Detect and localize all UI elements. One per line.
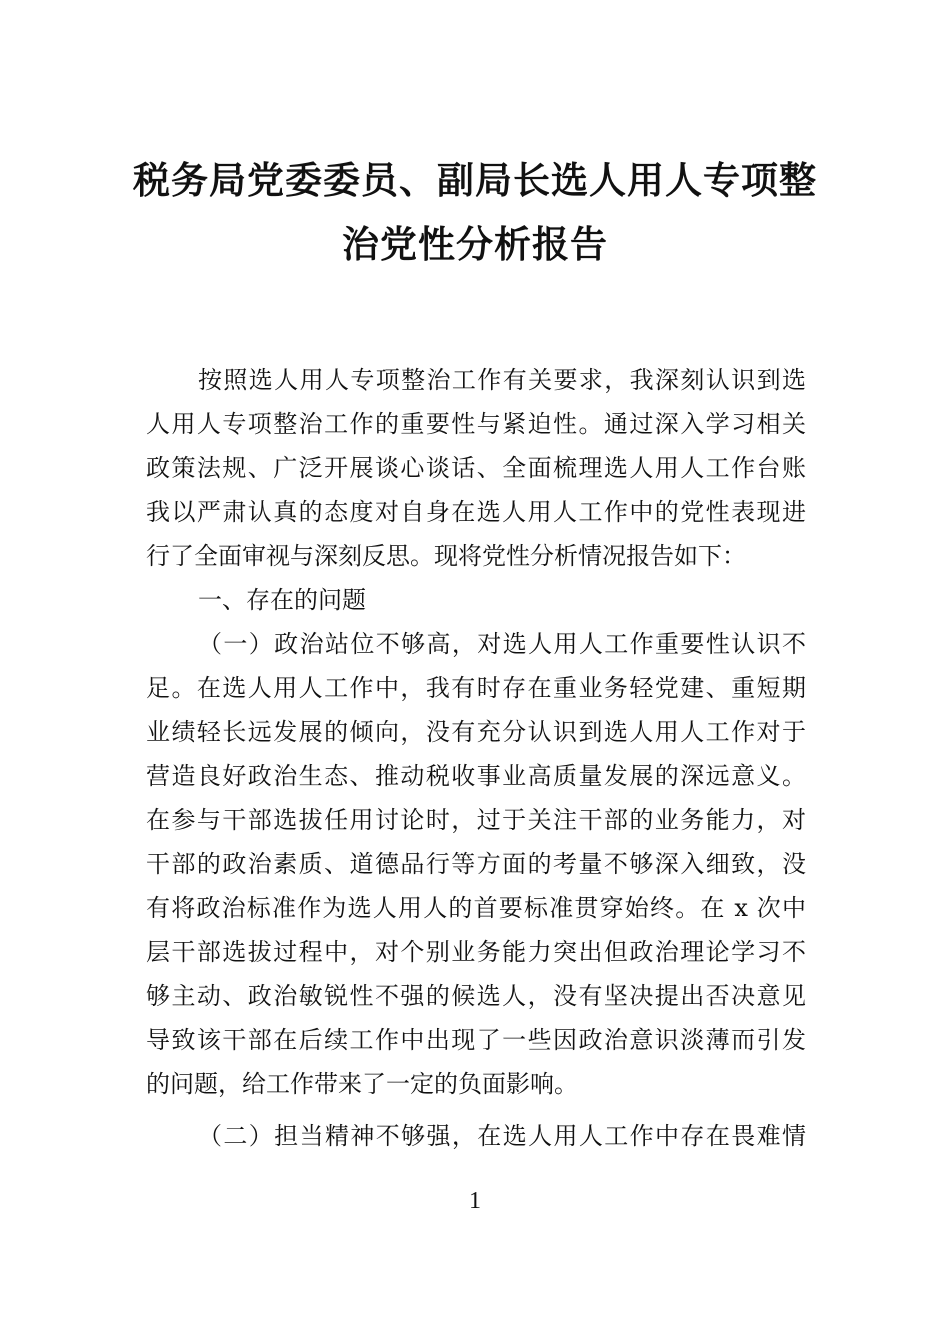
paragraph-line: 有将政治标准作为选人用人的首要标准贯穿始终。在 x 次中 [146, 894, 806, 922]
paragraph-line: 营造良好政治生态、推动税收事业高质量发展的深远意义。 [146, 762, 806, 790]
paragraph-line: 业绩轻长远发展的倾向，没有充分认识到选人用人工作对于 [146, 718, 806, 746]
paragraph-line: 的问题，给工作带来了一定的负面影响。 [146, 1070, 578, 1098]
intro-paragraph [146, 358, 806, 578]
section-heading: 一、存在的问题 [198, 586, 366, 614]
subsection-2-paragraph [146, 1114, 806, 1158]
paragraph-line: （二）担当精神不够强，在选人用人工作中存在畏难情 [198, 1122, 806, 1150]
paragraph-line: （一）政治站位不够高，对选人用人工作重要性认识不 [198, 630, 806, 658]
paragraph-line: 在参与干部选拔任用讨论时，过于关注干部的业务能力，对 [146, 806, 806, 834]
paragraph-line: 干部的政治素质、道德品行等方面的考量不够深入细致，没 [146, 850, 806, 878]
subsection-1-paragraph [146, 622, 806, 1106]
paragraph-line: 按照选人用人专项整治工作有关要求，我深刻认识到选 [198, 366, 806, 394]
document-body [146, 358, 806, 1158]
page-number: 1 [469, 1188, 481, 1214]
document-title-line-1: 税务局党委委员、副局长选人用人专项整 [133, 158, 817, 202]
paragraph-line: 够主动、政治敏锐性不强的候选人，没有坚决提出否决意见 [146, 982, 806, 1010]
paragraph-line: 行了全面审视与深刻反思。现将党性分析情况报告如下： [146, 542, 746, 570]
document-title-line-2: 治党性分析报告 [342, 222, 608, 266]
paragraph-line: 导致该干部在后续工作中出现了一些因政治意识淡薄而引发 [146, 1026, 806, 1054]
paragraph-line: 层干部选拔过程中，对个别业务能力突出但政治理论学习不 [146, 938, 806, 966]
paragraph-line: 人用人专项整治工作的重要性与紧迫性。通过深入学习相关 [146, 410, 806, 438]
paragraph-line: 我以严肃认真的态度对自身在选人用人工作中的党性表现进 [146, 498, 806, 526]
paragraph-line: 政策法规、广泛开展谈心谈话、全面梳理选人用人工作台账 [146, 454, 806, 482]
paragraph-line: 足。在选人用人工作中，我有时存在重业务轻党建、重短期 [146, 674, 806, 702]
